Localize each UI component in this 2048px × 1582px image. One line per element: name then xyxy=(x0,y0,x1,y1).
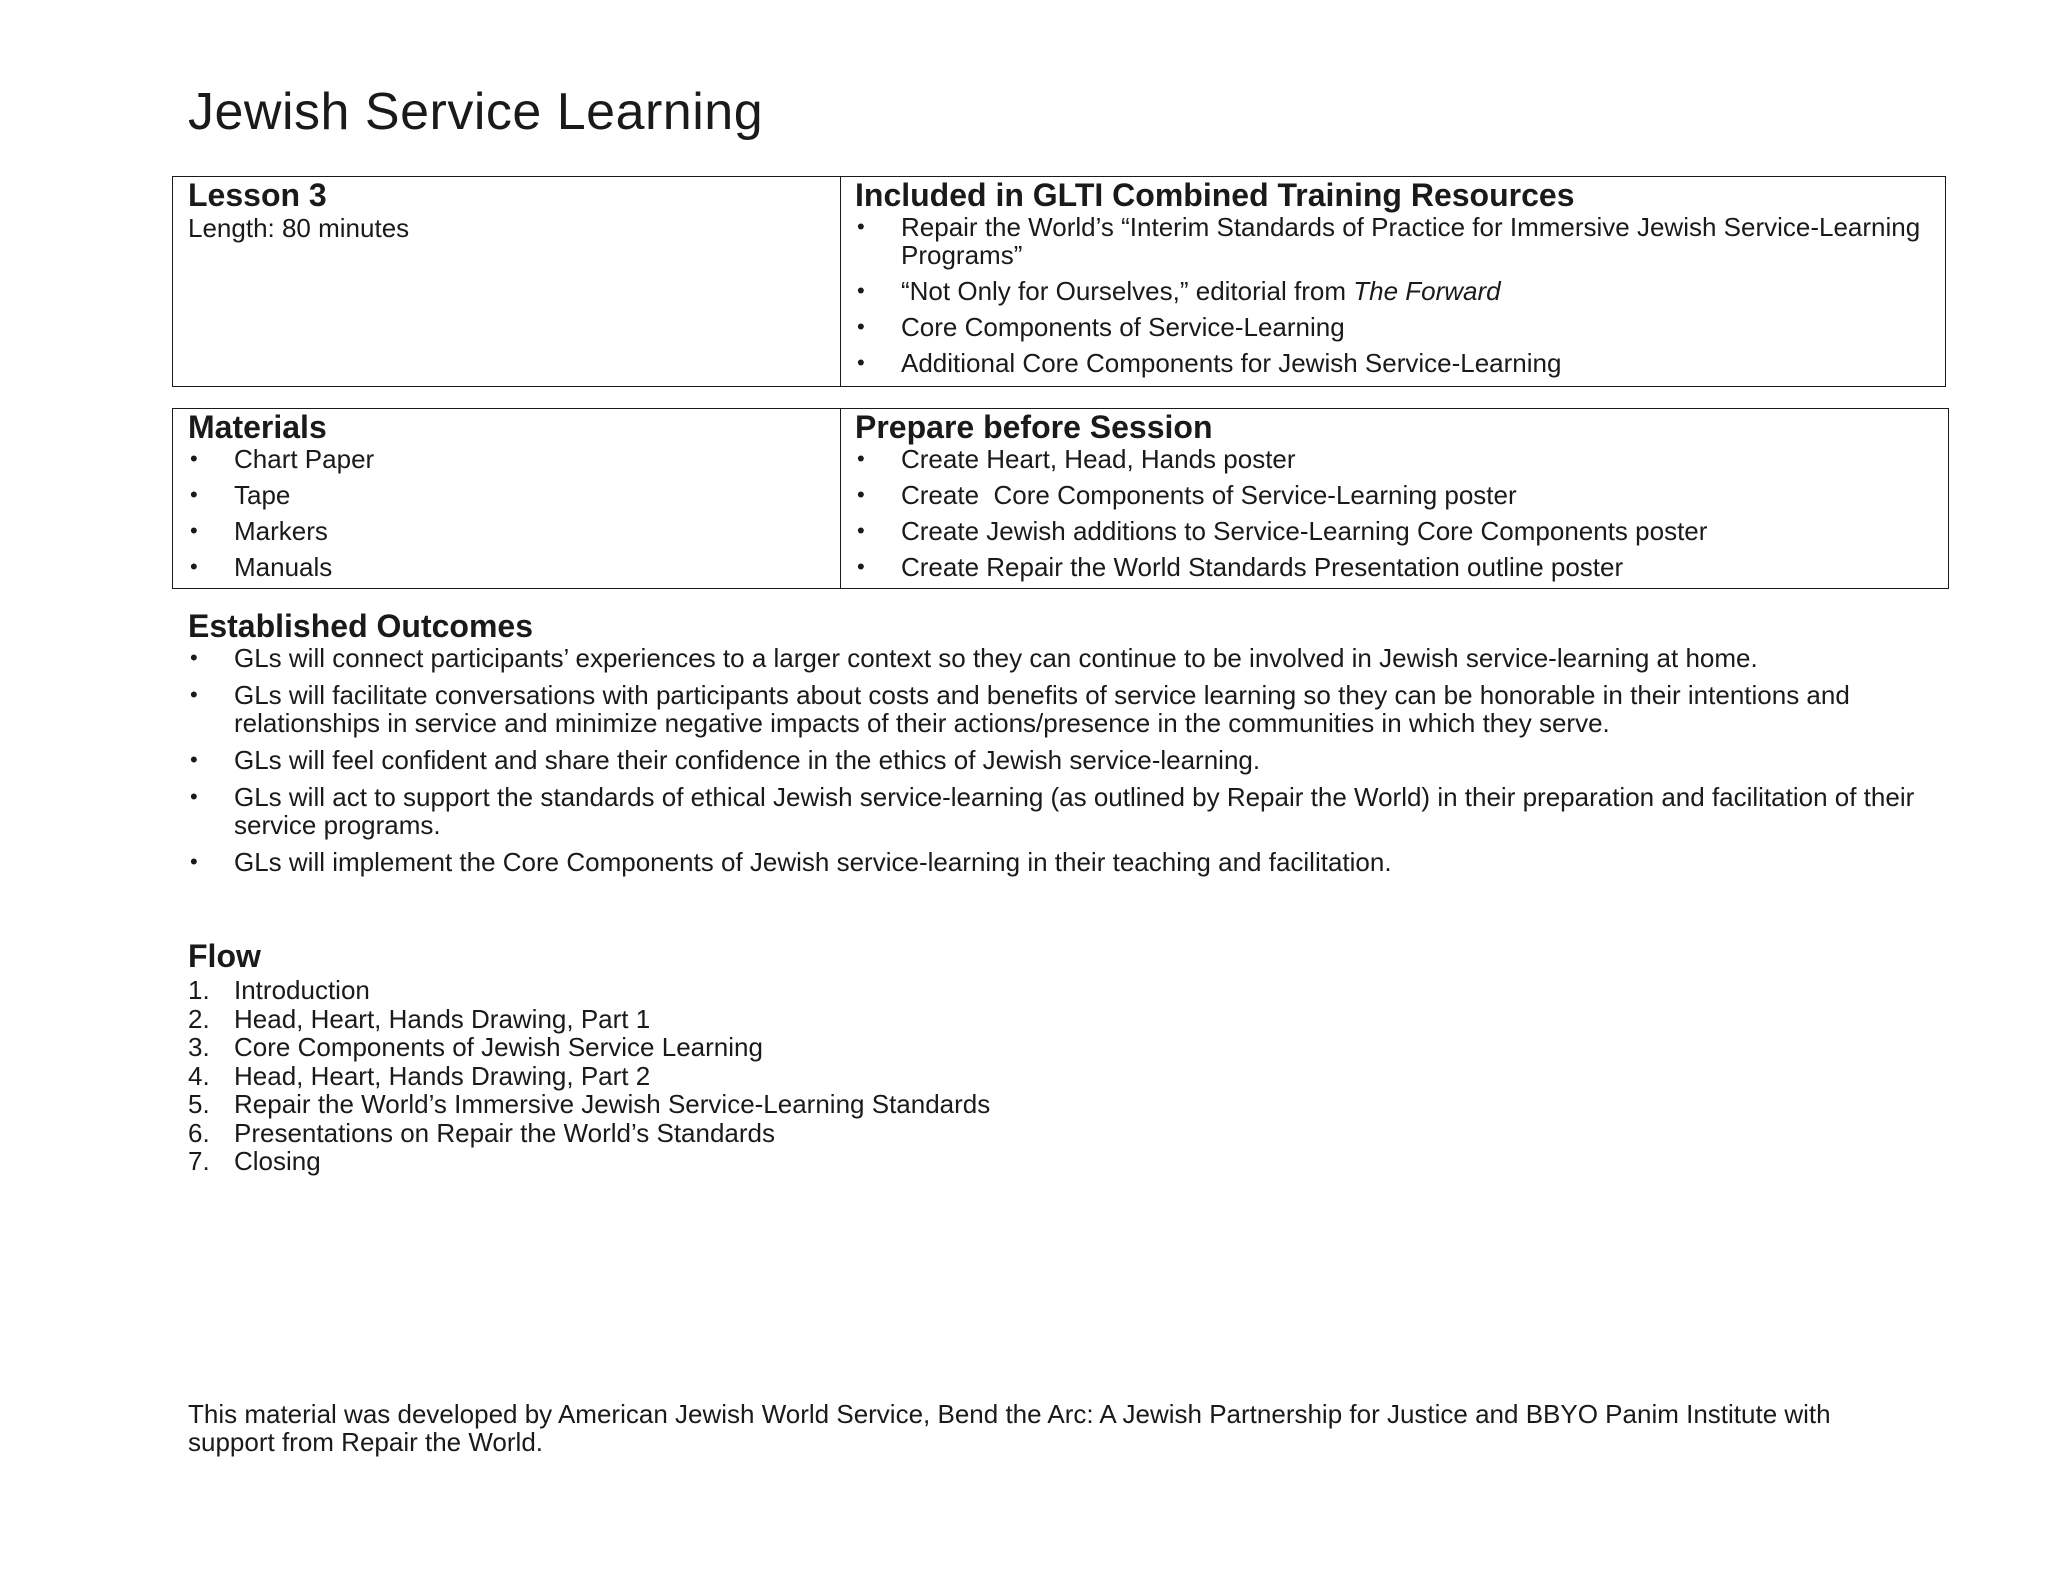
list-item xyxy=(188,783,1948,839)
bullet-icon: • xyxy=(190,682,198,707)
flow-number: 2. xyxy=(188,1003,210,1034)
list-item xyxy=(855,313,1945,341)
bullet-icon: • xyxy=(190,747,198,772)
list-item xyxy=(188,681,1948,737)
material-text: Markers xyxy=(234,516,328,546)
bullet-icon: • xyxy=(857,482,865,507)
flow-text: Closing xyxy=(234,1146,321,1176)
outcome-text: GLs will connect participants’ experiences to a larger context so they can continue to be involved in Jewish service-learning at home. xyxy=(234,643,1758,673)
lesson-cell xyxy=(173,177,841,386)
flow-text: Core Components of Jewish Service Learning xyxy=(234,1032,763,1062)
flow-number: 4. xyxy=(188,1060,210,1091)
flow-text: Repair the World’s Immersive Jewish Service-Learning Standards xyxy=(234,1089,991,1119)
materials-table xyxy=(172,408,1949,589)
resources-heading: Included in GLTI Combined Training Resources xyxy=(855,177,1575,213)
material-text: Tape xyxy=(234,480,291,510)
bullet-icon: • xyxy=(857,278,865,303)
bullet-icon: • xyxy=(190,482,198,507)
resource-text: Core Components of Service-Learning xyxy=(901,312,1345,342)
bullet-icon: • xyxy=(190,849,198,874)
list-item xyxy=(855,277,1945,305)
list-item xyxy=(188,1005,1948,1034)
flow-list xyxy=(188,976,1948,1176)
material-text: Manuals xyxy=(234,552,333,582)
bullet-icon: • xyxy=(190,554,198,579)
resource-text: “Not Only for Ourselves,” editorial from xyxy=(901,276,1354,306)
list-item xyxy=(188,1119,1948,1148)
list-item xyxy=(855,445,1948,473)
materials-heading: Materials xyxy=(188,409,327,445)
flow-text: Introduction xyxy=(234,975,370,1005)
lesson-length: Length: 80 minutes xyxy=(188,213,410,243)
list-item xyxy=(188,1090,1948,1119)
list-item xyxy=(188,848,1948,876)
bullet-icon: • xyxy=(857,214,865,239)
flow-number: 6. xyxy=(188,1117,210,1148)
footer-credit: This material was developed by American Jewish World Service, Bend the Arc: A Jewish Partnership for Justice and BBYO Panim Institute with support from Repair the World. xyxy=(188,1399,1831,1457)
prepare-text: Create Jewish additions to Service-Learning Core Components poster xyxy=(901,516,1708,546)
resource-source: The Forward xyxy=(1353,276,1501,306)
bullet-icon: • xyxy=(190,645,198,670)
bullet-icon: • xyxy=(857,554,865,579)
flow-text: Presentations on Repair the World’s Standards xyxy=(234,1117,776,1148)
outcome-text: GLs will feel confident and share their confidence in the ethics of Jewish service-learning. xyxy=(234,745,1261,775)
list-item xyxy=(188,1062,1948,1091)
lesson-heading: Lesson 3 xyxy=(188,177,327,213)
outcome-text: GLs will act to support the standards of ethical Jewish service-learning (as outlined by Repair the World) in their preparation and facilitation of their service programs. xyxy=(234,782,1915,840)
prepare-text: Create Heart, Head, Hands poster xyxy=(901,444,1296,474)
prepare-text: Create Repair the World Standards Presentation outline poster xyxy=(901,552,1624,582)
resource-text: Repair the World’s “Interim Standards of Practice for Immersive Jewish Service-Learning Programs” xyxy=(901,212,1921,270)
list-item xyxy=(855,213,1945,269)
list-item xyxy=(188,976,1948,1005)
flow-section xyxy=(188,938,1948,1176)
outcome-text: GLs will implement the Core Components of Jewish service-learning in their teaching and facilitation. xyxy=(234,847,1392,877)
list-item xyxy=(855,517,1948,545)
flow-number: 3. xyxy=(188,1032,210,1062)
flow-heading: Flow xyxy=(188,938,261,974)
outcomes-section xyxy=(188,608,1948,885)
prepare-cell xyxy=(841,409,1948,588)
list-item xyxy=(188,644,1948,672)
materials-list xyxy=(188,445,840,581)
bullet-icon: • xyxy=(857,314,865,339)
prepare-list xyxy=(855,445,1948,581)
material-text: Chart Paper xyxy=(234,444,375,474)
bullet-icon: • xyxy=(857,518,865,543)
prepare-text: Create Core Components of Service-Learning poster xyxy=(901,480,1517,510)
bullet-icon: • xyxy=(857,350,865,375)
bullet-icon: • xyxy=(857,446,865,471)
page-title: Jewish Service Learning xyxy=(188,83,764,141)
outcomes-heading: Established Outcomes xyxy=(188,608,533,644)
prepare-heading: Prepare before Session xyxy=(855,409,1213,445)
flow-number: 1. xyxy=(188,975,210,1005)
list-item xyxy=(855,349,1945,377)
lesson-info-table xyxy=(172,176,1946,387)
outcomes-list xyxy=(188,644,1948,876)
list-item xyxy=(188,517,840,545)
resources-list xyxy=(855,213,1945,377)
list-item xyxy=(188,1033,1948,1062)
list-item xyxy=(188,1147,1948,1176)
flow-text: Head, Heart, Hands Drawing, Part 1 xyxy=(234,1003,651,1034)
resource-text: Additional Core Components for Jewish Service-Learning xyxy=(901,348,1562,378)
list-item xyxy=(188,445,840,473)
bullet-icon: • xyxy=(190,784,198,809)
bullet-icon: • xyxy=(190,446,198,471)
materials-cell xyxy=(173,409,841,588)
list-item xyxy=(855,481,1948,509)
flow-number: 5. xyxy=(188,1089,210,1119)
bullet-icon: • xyxy=(190,518,198,543)
list-item xyxy=(188,481,840,509)
flow-text: Head, Heart, Hands Drawing, Part 2 xyxy=(234,1060,651,1091)
flow-number: 7. xyxy=(188,1146,210,1176)
resources-cell xyxy=(841,177,1945,386)
list-item xyxy=(855,553,1948,581)
list-item xyxy=(188,746,1948,774)
list-item xyxy=(188,553,840,581)
outcome-text: GLs will facilitate conversations with participants about costs and benefits of service learning so they can be honorable in their intentions and relationships in service and minimize negative impacts of their actions/presence in the communities in which they serve. xyxy=(234,680,1850,738)
